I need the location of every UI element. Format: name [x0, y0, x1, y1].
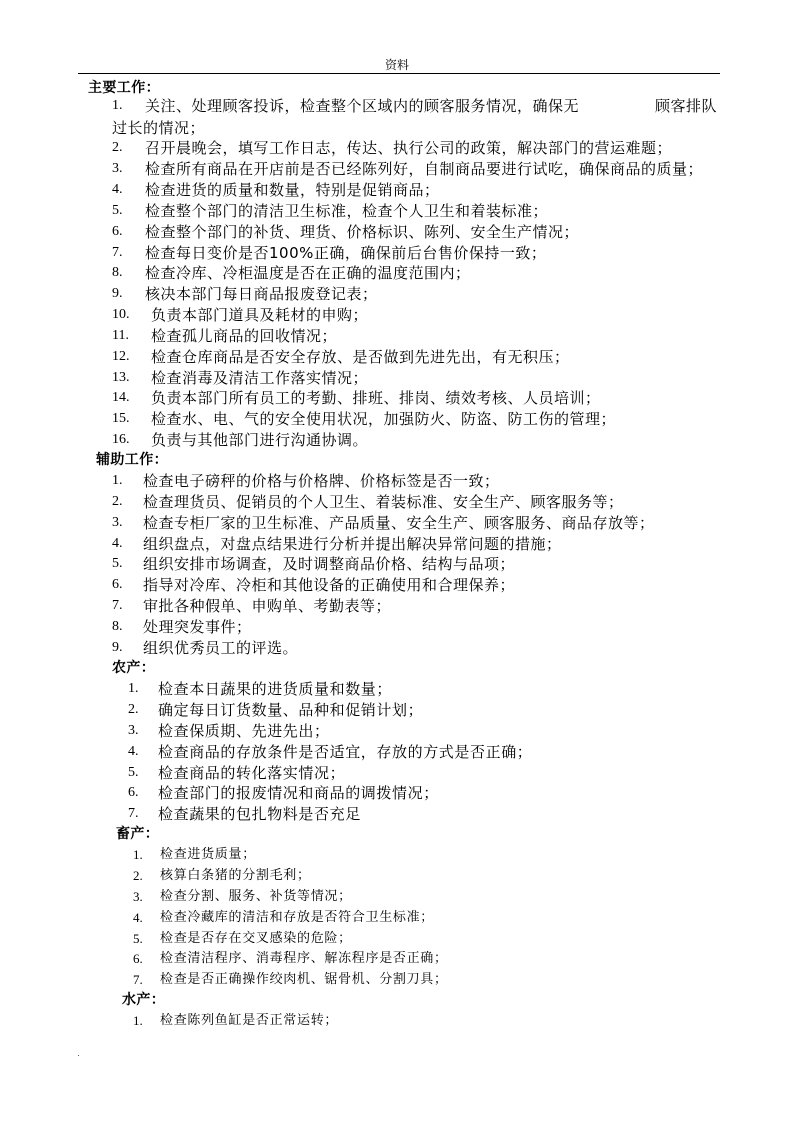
section-heading-livestock: 畜产：	[116, 826, 160, 842]
section-heading-auxiliary-duties: 辅助工作：	[96, 452, 168, 468]
list-item	[0, 243, 794, 263]
list-item-wrap	[0, 118, 794, 138]
list-item	[0, 409, 794, 429]
list-item	[0, 742, 794, 762]
list-item	[0, 575, 794, 595]
list-item	[0, 638, 794, 658]
list-item	[0, 721, 794, 741]
item-text: 检查整个部门的补货、理货、价格标识、陈列、安全生产情况；	[145, 223, 580, 241]
item-text: 召开晨晚会，填写工作日志，传达、执行公司的政策，解决部门的营运难题；	[145, 139, 673, 157]
page-corner-dot	[78, 1055, 79, 1056]
section-heading-aquatic: 水产：	[122, 992, 166, 1008]
item-number: 5.	[128, 765, 139, 780]
list-item	[0, 534, 794, 554]
list-item	[0, 180, 794, 200]
list-item	[0, 388, 794, 408]
list-item	[0, 949, 794, 969]
list-item	[0, 596, 794, 616]
list-item	[0, 804, 794, 824]
item-text: 检查冷库、冷柜温度是否在正确的温度范围内；	[145, 264, 471, 282]
list-item	[0, 866, 794, 886]
item-number: 4.	[133, 910, 143, 925]
item-text-wrapped: 过长的情况；	[112, 119, 206, 137]
list-item	[0, 513, 794, 533]
item-text: 组织优秀员工的评选。	[143, 639, 299, 657]
list-item	[0, 700, 794, 720]
item-number: 5.	[133, 931, 143, 946]
item-text: 检查是否存在交叉感染的危险；	[160, 931, 352, 946]
item-number: 16.	[112, 432, 130, 447]
item-text: 检查本日蔬果的进货质量和数量；	[158, 680, 393, 698]
item-number: 14.	[112, 390, 130, 405]
item-number: 4.	[112, 536, 123, 551]
section-heading-main-duties: 主要工作：	[88, 80, 160, 96]
list-item	[0, 471, 794, 491]
item-number: 1.	[128, 681, 139, 696]
item-text: 检查分割、服务、补货等情况；	[160, 889, 352, 904]
list-item	[0, 783, 794, 803]
list-item	[0, 430, 794, 450]
item-number: 2.	[112, 494, 123, 509]
list-item	[0, 970, 794, 990]
item-text: 检查保质期、先进先出；	[158, 722, 330, 740]
item-text: 检查商品的转化落实情况；	[158, 764, 346, 782]
list-item	[0, 284, 794, 304]
list-item	[0, 617, 794, 637]
item-text: 检查仓库商品是否安全存放、是否做到先进先出，有无积压；	[151, 348, 570, 366]
list-item	[0, 492, 794, 512]
item-text: 确定每日订货数量、品种和促销计划；	[158, 701, 424, 719]
item-number: 5.	[112, 203, 123, 218]
list-item	[0, 159, 794, 179]
item-number: 3.	[112, 515, 123, 530]
item-text: 核算白条猪的分割毛利；	[160, 868, 311, 883]
item-number: 13.	[112, 370, 130, 385]
item-number: 12.	[112, 349, 130, 364]
item-text: 检查消毒及清洁工作落实情况；	[151, 369, 369, 387]
item-text: 检查冷藏库的清洁和存放是否符合卫生标准；	[160, 910, 435, 925]
item-number: 9.	[112, 640, 123, 655]
item-text: 负责与其他部门进行沟通协调。	[151, 431, 369, 449]
list-item	[0, 263, 794, 283]
item-text: 检查进货的质量和数量，特别是促销商品；	[145, 181, 440, 199]
item-text: 审批各种假单、申购单、考勤表等；	[143, 597, 392, 615]
item-number: 5.	[112, 556, 123, 571]
item-text: 检查每日变价是否100%正确，确保前后台售价保持一致；	[145, 244, 547, 262]
list-item	[0, 201, 794, 221]
item-text: 检查专柜厂家的卫生标准、产品质量、安全生产、顾客服务、商品存放等；	[143, 514, 655, 532]
item-text: 检查电子磅秤的价格与价格牌、价格标签是否一致；	[143, 472, 500, 490]
item-number: 1.	[112, 473, 123, 488]
item-text: 组织安排市场调查，及时调整商品价格、结构与品项；	[143, 555, 516, 573]
item-number: 7.	[128, 806, 139, 821]
item-number: 1.	[112, 98, 123, 113]
list-item	[0, 138, 794, 158]
item-number: 3.	[133, 889, 143, 904]
list-item	[0, 326, 794, 346]
item-number: 10.	[112, 307, 130, 322]
list-item	[0, 347, 794, 367]
list-item	[0, 305, 794, 325]
item-text: 检查理货员、促销员的个人卫生、着装标准、安全生产、顾客服务等；	[143, 493, 624, 511]
list-item	[0, 763, 794, 783]
item-text: 检查清洁程序、消毒程序、解冻程序是否正确；	[160, 951, 448, 966]
item-text: 检查蔬果的包扎物料是否充足	[158, 805, 361, 823]
list-item	[0, 929, 794, 949]
item-number: 9.	[112, 286, 123, 301]
item-text: 负责本部门所有员工的考勤、排班、排岗、绩效考核、人员培训；	[151, 389, 601, 407]
item-text: 检查水、电、气的安全使用状况，加强防火、防盗、防工伤的管理；	[151, 410, 617, 428]
item-text: 处理突发事件；	[143, 618, 252, 636]
list-item	[0, 222, 794, 242]
list-item	[0, 96, 794, 116]
item-text: 核决本部门每日商品报废登记表；	[145, 285, 378, 303]
section-heading-produce: 农产：	[112, 660, 156, 676]
item-number: 2.	[112, 140, 123, 155]
item-text: 检查是否正确操作绞肉机、锯骨机、分割刀具；	[160, 972, 448, 987]
item-text: 检查陈列鱼缸是否正常运转；	[160, 1013, 339, 1028]
item-number: 3.	[112, 161, 123, 176]
item-number: 4.	[112, 182, 123, 197]
item-number: 7.	[112, 245, 123, 260]
list-item	[0, 887, 794, 907]
item-number: 4.	[128, 744, 139, 759]
list-item	[0, 368, 794, 388]
item-number: 7.	[133, 972, 143, 987]
item-text: 检查所有商品在开店前是否已经陈列好，自制商品要进行试吃，确保商品的质量；	[145, 160, 704, 178]
item-number: 2.	[133, 868, 143, 883]
item-number: 6.	[112, 224, 123, 239]
item-text: 检查进货质量；	[160, 847, 256, 862]
item-number: 15.	[112, 411, 130, 426]
list-item	[0, 845, 794, 865]
item-number: 2.	[128, 702, 139, 717]
header-divider	[78, 73, 720, 74]
item-text: 组织盘点，对盘点结果进行分析并提出解决异常问题的措施；	[143, 535, 562, 553]
item-text: 负责本部门道具及耗材的申购；	[151, 306, 369, 324]
item-number: 8.	[112, 619, 123, 634]
item-number: 6.	[112, 577, 123, 592]
page-header-title: 资料	[384, 58, 409, 72]
item-number: 7.	[112, 598, 123, 613]
item-number: 1.	[133, 1013, 143, 1028]
list-item	[0, 554, 794, 574]
item-number: 8.	[112, 265, 123, 280]
list-item	[0, 908, 794, 928]
item-number: 6.	[133, 951, 143, 966]
list-item	[0, 679, 794, 699]
item-text: 检查孤儿商品的回收情况；	[151, 327, 338, 345]
item-text: 指导对冷库、冷柜和其他设备的正确使用和合理保养；	[143, 576, 516, 594]
item-text: 检查整个部门的清洁卫生标准，检查个人卫生和着装标准；	[145, 202, 549, 220]
list-item	[0, 1011, 794, 1031]
item-number: 3.	[128, 723, 139, 738]
item-number: 11.	[112, 328, 129, 343]
item-text: 检查商品的存放条件是否适宜，存放的方式是否正确；	[158, 743, 533, 761]
item-number: 6.	[128, 785, 139, 800]
item-text: 关注、处理顾客投诉，检查整个区域内的顾客服务情况，确保无	[145, 97, 580, 115]
item-text-continued: 顾客排队	[655, 97, 718, 115]
item-text: 检查部门的报废情况和商品的调拨情况；	[158, 784, 439, 802]
item-number: 1.	[133, 847, 143, 862]
